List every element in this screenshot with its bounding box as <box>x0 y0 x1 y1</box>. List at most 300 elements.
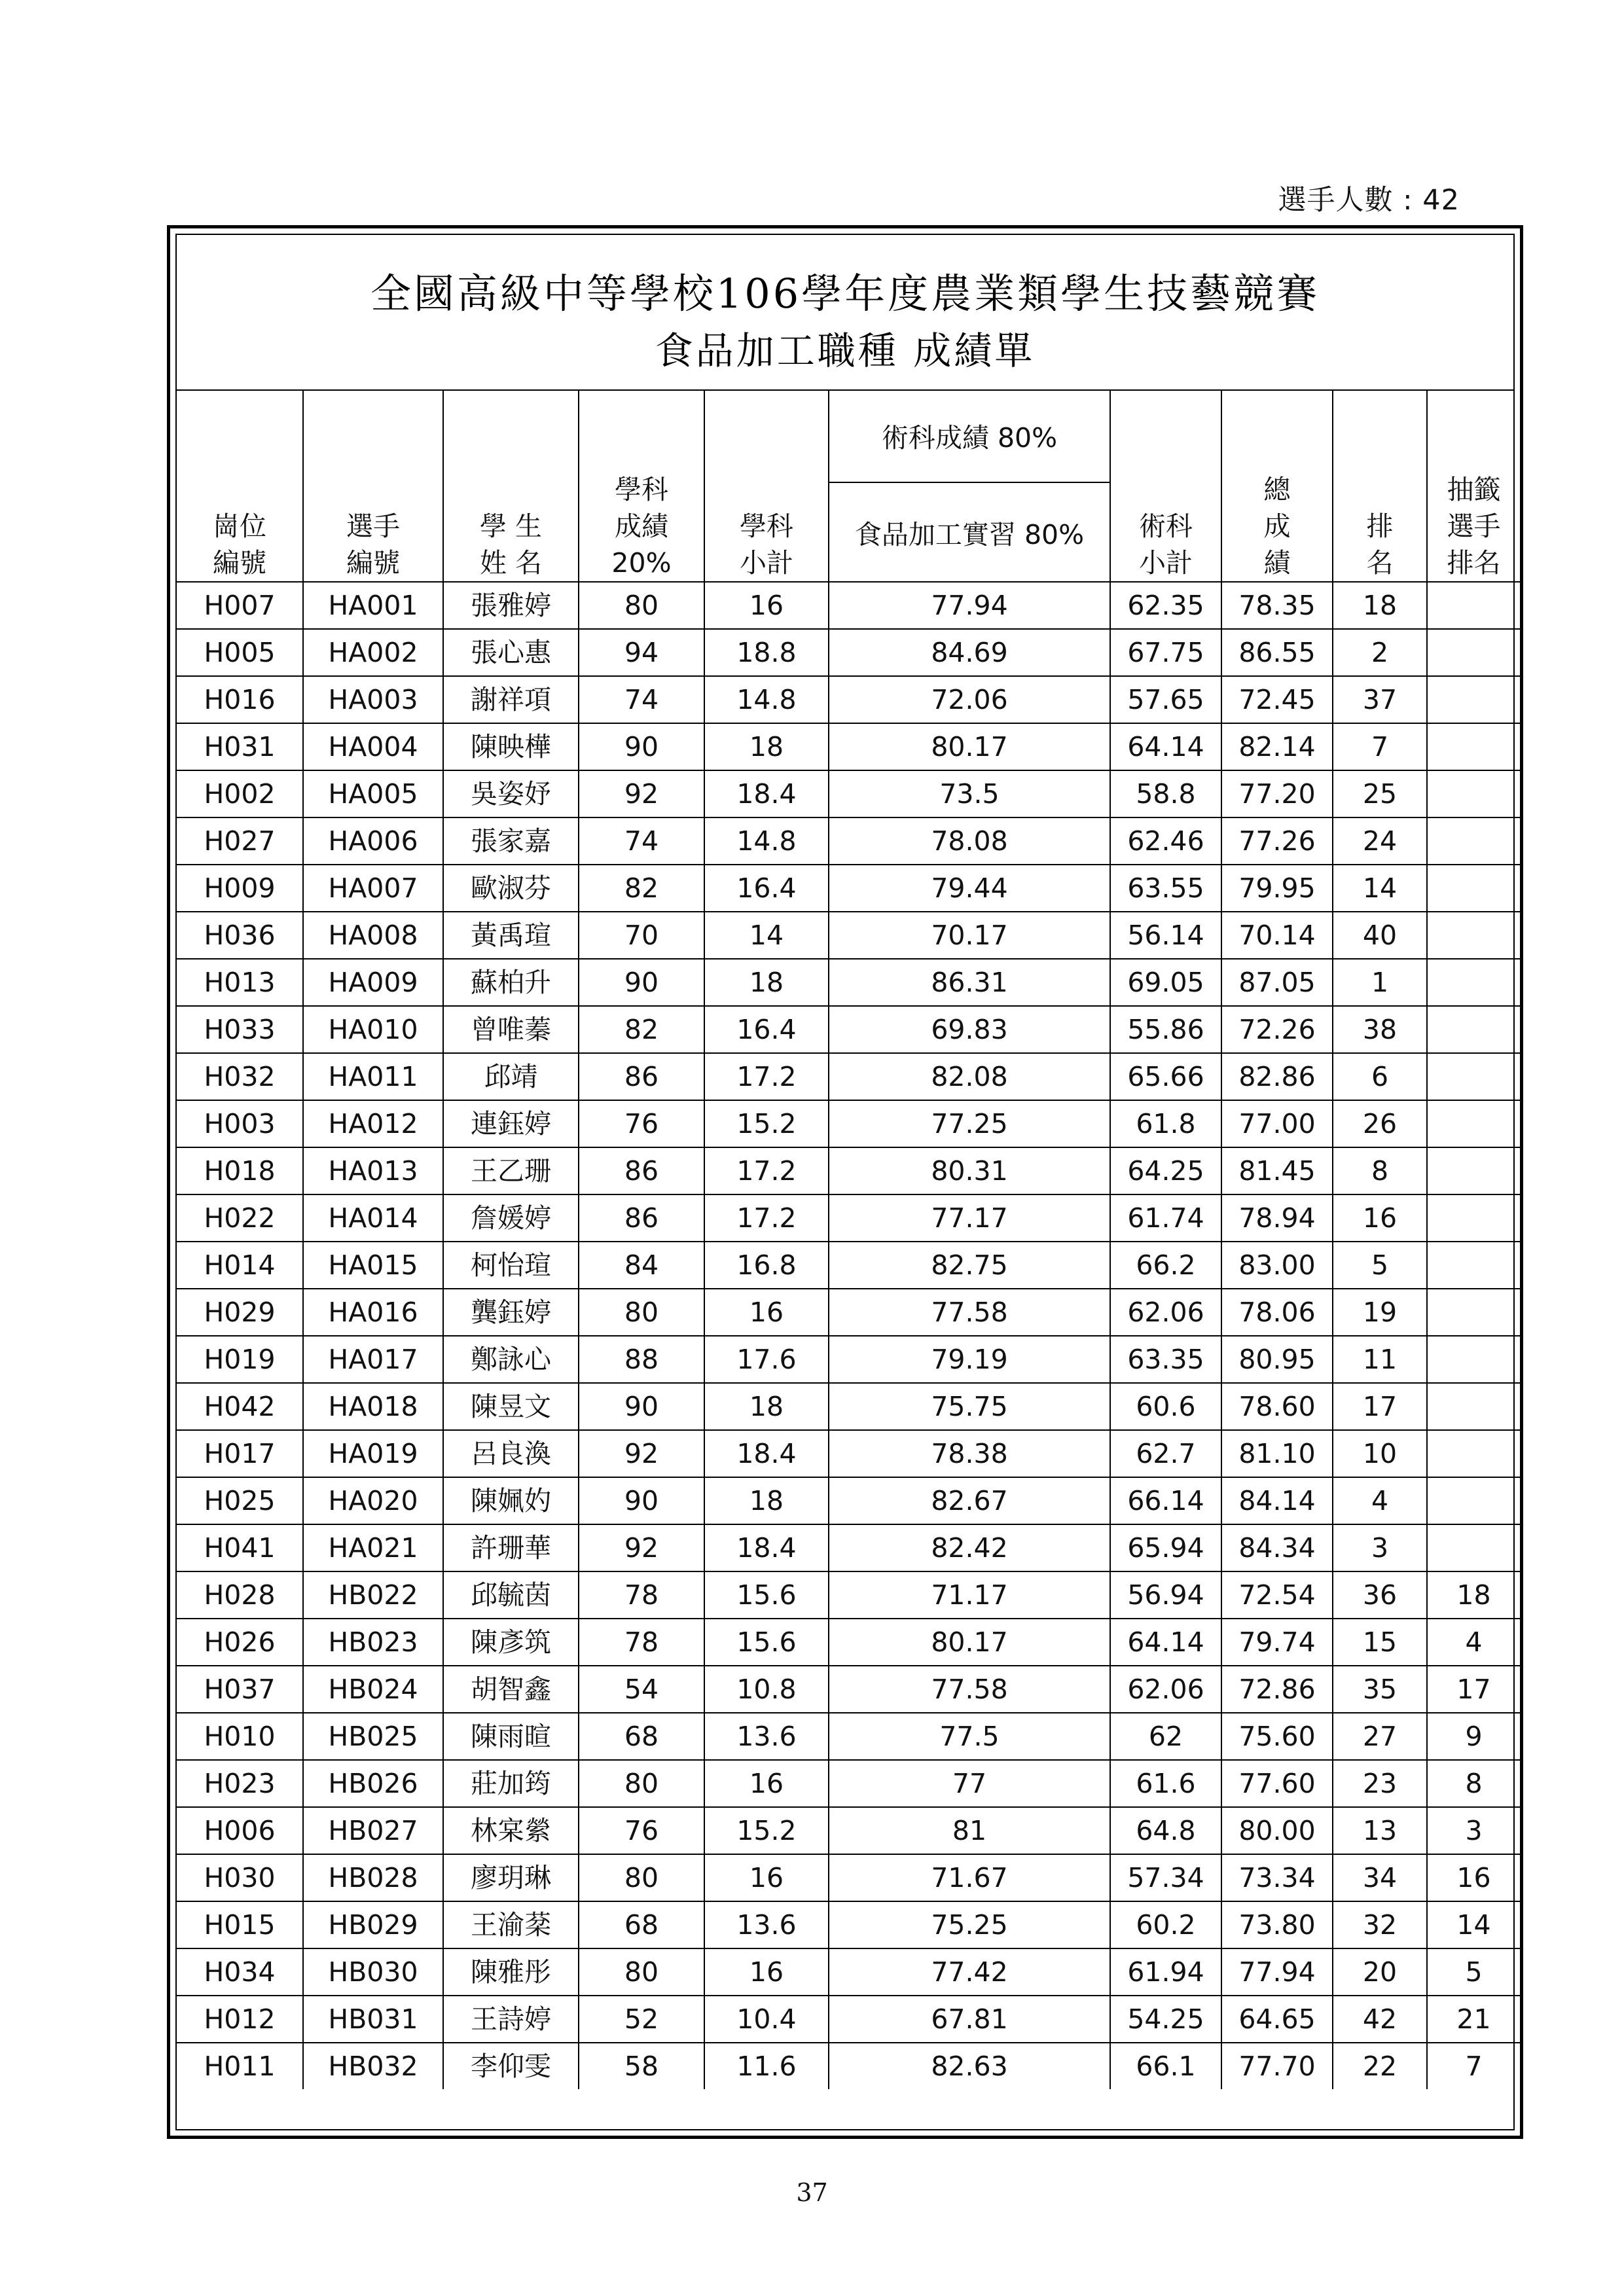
cell-practical-food-score: 84.69 <box>829 629 1110 676</box>
cell-practical-food-score: 82.63 <box>829 2043 1110 2089</box>
cell-student-name: 詹媛婷 <box>443 1194 579 1242</box>
cell-practical-food-score: 77.58 <box>829 1666 1110 1713</box>
cell-theory-score: 86 <box>579 1194 704 1242</box>
table-row <box>177 1854 1520 1901</box>
cell-practical-food-score: 79.44 <box>829 865 1110 912</box>
cell-player-no: HA006 <box>303 817 443 865</box>
cell-draw-rank <box>1427 1100 1520 1147</box>
cell-theory-score: 80 <box>579 1948 704 1996</box>
cell-student-name: 蘇柏升 <box>443 959 579 1006</box>
cell-player-no: HA013 <box>303 1147 443 1194</box>
cell-total-score: 73.80 <box>1221 1901 1333 1948</box>
cell-theory-score: 88 <box>579 1336 704 1383</box>
cell-practical-food-score: 79.19 <box>829 1336 1110 1383</box>
cell-theory-subtotal: 17.2 <box>704 1053 829 1100</box>
cell-theory-score: 94 <box>579 629 704 676</box>
cell-total-score: 79.95 <box>1221 865 1333 912</box>
table-row <box>177 959 1520 1006</box>
cell-station-no: H010 <box>177 1713 303 1760</box>
cell-station-no: H036 <box>177 912 303 959</box>
cell-player-no: HA016 <box>303 1289 443 1336</box>
cell-total-score: 81.45 <box>1221 1147 1333 1194</box>
table-row <box>177 1383 1520 1430</box>
table-row <box>177 1996 1520 2043</box>
cell-total-score: 70.14 <box>1221 912 1333 959</box>
cell-theory-subtotal: 15.6 <box>704 1571 829 1619</box>
cell-theory-score: 82 <box>579 1006 704 1053</box>
cell-player-no: HA014 <box>303 1194 443 1242</box>
cell-practical-subtotal: 64.25 <box>1110 1147 1221 1194</box>
cell-total-score: 87.05 <box>1221 959 1333 1006</box>
cell-draw-rank: 17 <box>1427 1666 1520 1713</box>
cell-student-name: 林宲縈 <box>443 1807 579 1854</box>
cell-theory-subtotal: 18 <box>704 959 829 1006</box>
cell-student-name: 黃禹瑄 <box>443 912 579 959</box>
cell-total-score: 83.00 <box>1221 1242 1333 1289</box>
cell-draw-rank <box>1427 1430 1520 1477</box>
cell-practical-subtotal: 67.75 <box>1110 629 1221 676</box>
cell-student-name: 廖玥琳 <box>443 1854 579 1901</box>
cell-draw-rank <box>1427 1242 1520 1289</box>
cell-practical-subtotal: 62.35 <box>1110 582 1221 629</box>
cell-practical-food-score: 70.17 <box>829 912 1110 959</box>
cell-theory-score: 68 <box>579 1901 704 1948</box>
cell-station-no: H028 <box>177 1571 303 1619</box>
cell-student-name: 謝祥項 <box>443 676 579 723</box>
cell-rank: 18 <box>1333 582 1427 629</box>
cell-draw-rank: 9 <box>1427 1713 1520 1760</box>
cell-draw-rank <box>1427 1053 1520 1100</box>
cell-practical-subtotal: 61.74 <box>1110 1194 1221 1242</box>
header-theory-score: 學科 成績 20% <box>579 389 704 582</box>
cell-theory-score: 70 <box>579 912 704 959</box>
cell-draw-rank: 18 <box>1427 1571 1520 1619</box>
table-row <box>177 723 1520 770</box>
cell-practical-subtotal: 60.6 <box>1110 1383 1221 1430</box>
cell-total-score: 75.60 <box>1221 1713 1333 1760</box>
cell-theory-subtotal: 16 <box>704 1760 829 1807</box>
cell-theory-subtotal: 18 <box>704 1383 829 1430</box>
document-title: 全國高級中等學校106學年度農業類學生技藝競賽 <box>370 270 1320 317</box>
cell-draw-rank <box>1427 676 1520 723</box>
cell-total-score: 77.70 <box>1221 2043 1333 2089</box>
cell-draw-rank: 3 <box>1427 1807 1520 1854</box>
cell-practical-food-score: 72.06 <box>829 676 1110 723</box>
cell-practical-subtotal: 57.65 <box>1110 676 1221 723</box>
cell-station-no: H006 <box>177 1807 303 1854</box>
cell-draw-rank <box>1427 1477 1520 1524</box>
cell-station-no: H034 <box>177 1948 303 1996</box>
header-player-no: 選手 編號 <box>303 389 443 582</box>
cell-theory-subtotal: 16 <box>704 1289 829 1336</box>
cell-draw-rank: 4 <box>1427 1619 1520 1666</box>
cell-theory-score: 86 <box>579 1053 704 1100</box>
table-row <box>177 1807 1520 1854</box>
cell-station-no: H013 <box>177 959 303 1006</box>
cell-total-score: 77.94 <box>1221 1948 1333 1996</box>
cell-player-no: HA018 <box>303 1383 443 1430</box>
cell-rank: 17 <box>1333 1383 1427 1430</box>
cell-practical-food-score: 77.42 <box>829 1948 1110 1996</box>
cell-player-no: HA005 <box>303 770 443 817</box>
document-subtitle: 食品加工職種 成績單 <box>655 329 1036 373</box>
cell-practical-subtotal: 63.55 <box>1110 865 1221 912</box>
cell-student-name: 吳姿妤 <box>443 770 579 817</box>
cell-practical-food-score: 80.17 <box>829 723 1110 770</box>
cell-practical-food-score: 69.83 <box>829 1006 1110 1053</box>
cell-theory-score: 78 <box>579 1619 704 1666</box>
cell-rank: 10 <box>1333 1430 1427 1477</box>
cell-practical-subtotal: 62.46 <box>1110 817 1221 865</box>
cell-theory-subtotal: 18 <box>704 723 829 770</box>
cell-practical-subtotal: 62 <box>1110 1713 1221 1760</box>
cell-station-no: H007 <box>177 582 303 629</box>
cell-theory-score: 92 <box>579 1524 704 1571</box>
cell-rank: 8 <box>1333 1147 1427 1194</box>
cell-total-score: 84.14 <box>1221 1477 1333 1524</box>
cell-practical-food-score: 82.42 <box>829 1524 1110 1571</box>
cell-theory-subtotal: 17.2 <box>704 1194 829 1242</box>
cell-theory-score: 54 <box>579 1666 704 1713</box>
cell-theory-score: 80 <box>579 1289 704 1336</box>
cell-station-no: H023 <box>177 1760 303 1807</box>
cell-practical-food-score: 75.75 <box>829 1383 1110 1430</box>
cell-total-score: 78.60 <box>1221 1383 1333 1430</box>
cell-station-no: H042 <box>177 1383 303 1430</box>
cell-theory-subtotal: 17.2 <box>704 1147 829 1194</box>
table-row <box>177 2043 1520 2089</box>
cell-student-name: 鄭詠心 <box>443 1336 579 1383</box>
cell-player-no: HB025 <box>303 1713 443 1760</box>
header-total-score: 總 成 績 <box>1221 389 1333 582</box>
cell-player-no: HB029 <box>303 1901 443 1948</box>
table-row <box>177 1948 1520 1996</box>
cell-theory-score: 90 <box>579 1477 704 1524</box>
header-practical-group: 術科成績 80% <box>829 389 1110 482</box>
cell-rank: 35 <box>1333 1666 1427 1713</box>
table-row <box>177 1006 1520 1053</box>
cell-student-name: 陳昱文 <box>443 1383 579 1430</box>
cell-practical-food-score: 78.08 <box>829 817 1110 865</box>
cell-theory-score: 76 <box>579 1100 704 1147</box>
cell-practical-food-score: 77 <box>829 1760 1110 1807</box>
cell-theory-subtotal: 11.6 <box>704 2043 829 2089</box>
header-station-no: 崗位 編號 <box>177 389 303 582</box>
cell-player-no: HA021 <box>303 1524 443 1571</box>
table-row <box>177 676 1520 723</box>
cell-theory-score: 82 <box>579 865 704 912</box>
cell-theory-score: 90 <box>579 959 704 1006</box>
cell-rank: 19 <box>1333 1289 1427 1336</box>
header-practical-food: 食品加工實習 80% <box>829 482 1110 582</box>
cell-practical-subtotal: 62.06 <box>1110 1666 1221 1713</box>
cell-total-score: 79.74 <box>1221 1619 1333 1666</box>
cell-student-name: 邱靖 <box>443 1053 579 1100</box>
cell-rank: 15 <box>1333 1619 1427 1666</box>
cell-rank: 1 <box>1333 959 1427 1006</box>
cell-total-score: 86.55 <box>1221 629 1333 676</box>
cell-player-no: HA001 <box>303 582 443 629</box>
cell-rank: 2 <box>1333 629 1427 676</box>
cell-total-score: 77.20 <box>1221 770 1333 817</box>
cell-theory-subtotal: 10.8 <box>704 1666 829 1713</box>
cell-theory-subtotal: 16 <box>704 1854 829 1901</box>
cell-player-no: HA002 <box>303 629 443 676</box>
cell-theory-subtotal: 16.8 <box>704 1242 829 1289</box>
cell-player-no: HA007 <box>303 865 443 912</box>
cell-student-name: 陳姵妁 <box>443 1477 579 1524</box>
cell-total-score: 78.06 <box>1221 1289 1333 1336</box>
cell-student-name: 張心惠 <box>443 629 579 676</box>
cell-rank: 36 <box>1333 1571 1427 1619</box>
cell-draw-rank <box>1427 723 1520 770</box>
cell-practical-subtotal: 66.14 <box>1110 1477 1221 1524</box>
cell-draw-rank <box>1427 959 1520 1006</box>
cell-total-score: 77.26 <box>1221 817 1333 865</box>
cell-practical-subtotal: 58.8 <box>1110 770 1221 817</box>
cell-player-no: HA017 <box>303 1336 443 1383</box>
cell-practical-subtotal: 65.94 <box>1110 1524 1221 1571</box>
cell-station-no: H016 <box>177 676 303 723</box>
cell-draw-rank <box>1427 1194 1520 1242</box>
cell-student-name: 張雅婷 <box>443 582 579 629</box>
cell-theory-subtotal: 16.4 <box>704 1006 829 1053</box>
cell-theory-score: 86 <box>579 1147 704 1194</box>
cell-practical-subtotal: 60.2 <box>1110 1901 1221 1948</box>
cell-station-no: H009 <box>177 865 303 912</box>
cell-total-score: 72.45 <box>1221 676 1333 723</box>
cell-rank: 13 <box>1333 1807 1427 1854</box>
cell-practical-subtotal: 66.1 <box>1110 2043 1221 2089</box>
cell-theory-score: 92 <box>579 1430 704 1477</box>
cell-practical-food-score: 80.31 <box>829 1147 1110 1194</box>
cell-player-no: HA008 <box>303 912 443 959</box>
cell-draw-rank <box>1427 912 1520 959</box>
cell-student-name: 歐淑芬 <box>443 865 579 912</box>
header-theory-subtotal: 學科 小計 <box>704 389 829 582</box>
cell-station-no: H011 <box>177 2043 303 2089</box>
page-number: 37 <box>796 2178 828 2207</box>
cell-practical-subtotal: 62.06 <box>1110 1289 1221 1336</box>
cell-student-name: 陳映樺 <box>443 723 579 770</box>
cell-practical-subtotal: 61.6 <box>1110 1760 1221 1807</box>
cell-student-name: 柯怡瑄 <box>443 1242 579 1289</box>
cell-player-no: HB032 <box>303 2043 443 2089</box>
cell-theory-subtotal: 18.4 <box>704 770 829 817</box>
cell-theory-subtotal: 18.4 <box>704 1524 829 1571</box>
cell-draw-rank <box>1427 770 1520 817</box>
cell-theory-score: 80 <box>579 1854 704 1901</box>
table-row <box>177 865 1520 912</box>
cell-total-score: 82.86 <box>1221 1053 1333 1100</box>
cell-practical-food-score: 82.75 <box>829 1242 1110 1289</box>
cell-total-score: 81.10 <box>1221 1430 1333 1477</box>
cell-total-score: 80.95 <box>1221 1336 1333 1383</box>
cell-theory-subtotal: 18.8 <box>704 629 829 676</box>
cell-theory-subtotal: 15.2 <box>704 1807 829 1854</box>
score-table-body <box>177 582 1520 2089</box>
cell-total-score: 72.26 <box>1221 1006 1333 1053</box>
cell-rank: 16 <box>1333 1194 1427 1242</box>
cell-draw-rank: 14 <box>1427 1901 1520 1948</box>
cell-player-no: HA012 <box>303 1100 443 1147</box>
cell-draw-rank <box>1427 629 1520 676</box>
cell-player-no: HA020 <box>303 1477 443 1524</box>
cell-draw-rank: 5 <box>1427 1948 1520 1996</box>
cell-theory-score: 92 <box>579 770 704 817</box>
cell-draw-rank <box>1427 582 1520 629</box>
cell-student-name: 陳彥筑 <box>443 1619 579 1666</box>
cell-player-no: HA010 <box>303 1006 443 1053</box>
cell-station-no: H030 <box>177 1854 303 1901</box>
cell-student-name: 王乙珊 <box>443 1147 579 1194</box>
cell-practical-food-score: 82.67 <box>829 1477 1110 1524</box>
table-row <box>177 817 1520 865</box>
cell-student-name: 許珊華 <box>443 1524 579 1571</box>
cell-student-name: 陳雨暄 <box>443 1713 579 1760</box>
cell-practical-subtotal: 65.66 <box>1110 1053 1221 1100</box>
table-row <box>177 1430 1520 1477</box>
cell-theory-score: 74 <box>579 676 704 723</box>
cell-practical-subtotal: 56.94 <box>1110 1571 1221 1619</box>
cell-player-no: HA004 <box>303 723 443 770</box>
table-row <box>177 1053 1520 1100</box>
cell-student-name: 王渝棻 <box>443 1901 579 1948</box>
cell-draw-rank: 8 <box>1427 1760 1520 1807</box>
cell-player-no: HB028 <box>303 1854 443 1901</box>
cell-theory-score: 52 <box>579 1996 704 2043</box>
cell-practical-food-score: 75.25 <box>829 1901 1110 1948</box>
cell-practical-food-score: 78.38 <box>829 1430 1110 1477</box>
cell-theory-score: 84 <box>579 1242 704 1289</box>
cell-theory-subtotal: 14.8 <box>704 676 829 723</box>
cell-player-no: HB031 <box>303 1996 443 2043</box>
cell-station-no: H033 <box>177 1006 303 1053</box>
cell-total-score: 73.34 <box>1221 1854 1333 1901</box>
table-row <box>177 1147 1520 1194</box>
cell-station-no: H026 <box>177 1619 303 1666</box>
cell-theory-score: 68 <box>579 1713 704 1760</box>
cell-station-no: H025 <box>177 1477 303 1524</box>
cell-rank: 14 <box>1333 865 1427 912</box>
cell-practical-food-score: 67.81 <box>829 1996 1110 2043</box>
cell-total-score: 82.14 <box>1221 723 1333 770</box>
cell-player-no: HB022 <box>303 1571 443 1619</box>
cell-student-name: 胡智鑫 <box>443 1666 579 1713</box>
table-row <box>177 629 1520 676</box>
cell-theory-subtotal: 16 <box>704 1948 829 1996</box>
cell-rank: 22 <box>1333 2043 1427 2089</box>
cell-station-no: H031 <box>177 723 303 770</box>
cell-theory-subtotal: 17.6 <box>704 1336 829 1383</box>
cell-practical-food-score: 71.17 <box>829 1571 1110 1619</box>
cell-theory-score: 80 <box>579 1760 704 1807</box>
cell-practical-subtotal: 57.34 <box>1110 1854 1221 1901</box>
cell-student-name: 連鈺婷 <box>443 1100 579 1147</box>
cell-rank: 32 <box>1333 1901 1427 1948</box>
cell-rank: 23 <box>1333 1760 1427 1807</box>
cell-station-no: H027 <box>177 817 303 865</box>
cell-practical-subtotal: 64.14 <box>1110 723 1221 770</box>
cell-total-score: 78.94 <box>1221 1194 1333 1242</box>
cell-draw-rank <box>1427 1383 1520 1430</box>
cell-student-name: 陳雅彤 <box>443 1948 579 1996</box>
cell-draw-rank <box>1427 1147 1520 1194</box>
score-sheet-frame <box>167 225 1523 2139</box>
cell-player-no: HA011 <box>303 1053 443 1100</box>
cell-draw-rank <box>1427 865 1520 912</box>
table-row <box>177 1666 1520 1713</box>
cell-station-no: H037 <box>177 1666 303 1713</box>
cell-theory-score: 74 <box>579 817 704 865</box>
cell-rank: 40 <box>1333 912 1427 959</box>
cell-student-name: 張家嘉 <box>443 817 579 865</box>
cell-rank: 26 <box>1333 1100 1427 1147</box>
cell-rank: 37 <box>1333 676 1427 723</box>
cell-rank: 6 <box>1333 1053 1427 1100</box>
cell-station-no: H032 <box>177 1053 303 1100</box>
cell-station-no: H005 <box>177 629 303 676</box>
cell-station-no: H002 <box>177 770 303 817</box>
cell-theory-subtotal: 15.6 <box>704 1619 829 1666</box>
cell-draw-rank: 16 <box>1427 1854 1520 1901</box>
cell-station-no: H018 <box>177 1147 303 1194</box>
cell-practical-subtotal: 56.14 <box>1110 912 1221 959</box>
header-rank: 排 名 <box>1333 389 1427 582</box>
cell-student-name: 邱毓茵 <box>443 1571 579 1619</box>
cell-theory-subtotal: 13.6 <box>704 1713 829 1760</box>
cell-player-no: HA003 <box>303 676 443 723</box>
header-student-name: 學 生 姓 名 <box>443 389 579 582</box>
cell-total-score: 72.86 <box>1221 1666 1333 1713</box>
cell-student-name: 李仰雯 <box>443 2043 579 2089</box>
cell-practical-food-score: 77.25 <box>829 1100 1110 1147</box>
player-count: 選手人數 : 42 <box>1278 184 1460 217</box>
cell-student-name: 王詩婷 <box>443 1996 579 2043</box>
cell-player-no: HA009 <box>303 959 443 1006</box>
cell-practical-subtotal: 64.14 <box>1110 1619 1221 1666</box>
cell-rank: 11 <box>1333 1336 1427 1383</box>
cell-total-score: 84.34 <box>1221 1524 1333 1571</box>
table-row <box>177 1242 1520 1289</box>
table-row <box>177 1571 1520 1619</box>
header-practical-subtotal: 術科 小計 <box>1110 389 1221 582</box>
cell-theory-score: 80 <box>579 582 704 629</box>
cell-rank: 5 <box>1333 1242 1427 1289</box>
cell-draw-rank <box>1427 1524 1520 1571</box>
cell-student-name: 龔鈺婷 <box>443 1289 579 1336</box>
table-row <box>177 1289 1520 1336</box>
cell-station-no: H014 <box>177 1242 303 1289</box>
cell-practical-subtotal: 64.8 <box>1110 1807 1221 1854</box>
table-row <box>177 1619 1520 1666</box>
cell-player-no: HB030 <box>303 1948 443 1996</box>
cell-practical-subtotal: 62.7 <box>1110 1430 1221 1477</box>
cell-theory-subtotal: 13.6 <box>704 1901 829 1948</box>
cell-practical-subtotal: 55.86 <box>1110 1006 1221 1053</box>
header-draw-rank: 抽籤 選手 排名 <box>1427 389 1520 582</box>
cell-total-score: 64.65 <box>1221 1996 1333 2043</box>
cell-theory-score: 76 <box>579 1807 704 1854</box>
cell-theory-subtotal: 14.8 <box>704 817 829 865</box>
score-table <box>177 389 1520 2089</box>
table-row <box>177 1713 1520 1760</box>
cell-rank: 4 <box>1333 1477 1427 1524</box>
cell-practical-subtotal: 54.25 <box>1110 1996 1221 2043</box>
score-sheet-inner-border <box>175 234 1515 2130</box>
table-row <box>177 1194 1520 1242</box>
cell-total-score: 77.00 <box>1221 1100 1333 1147</box>
